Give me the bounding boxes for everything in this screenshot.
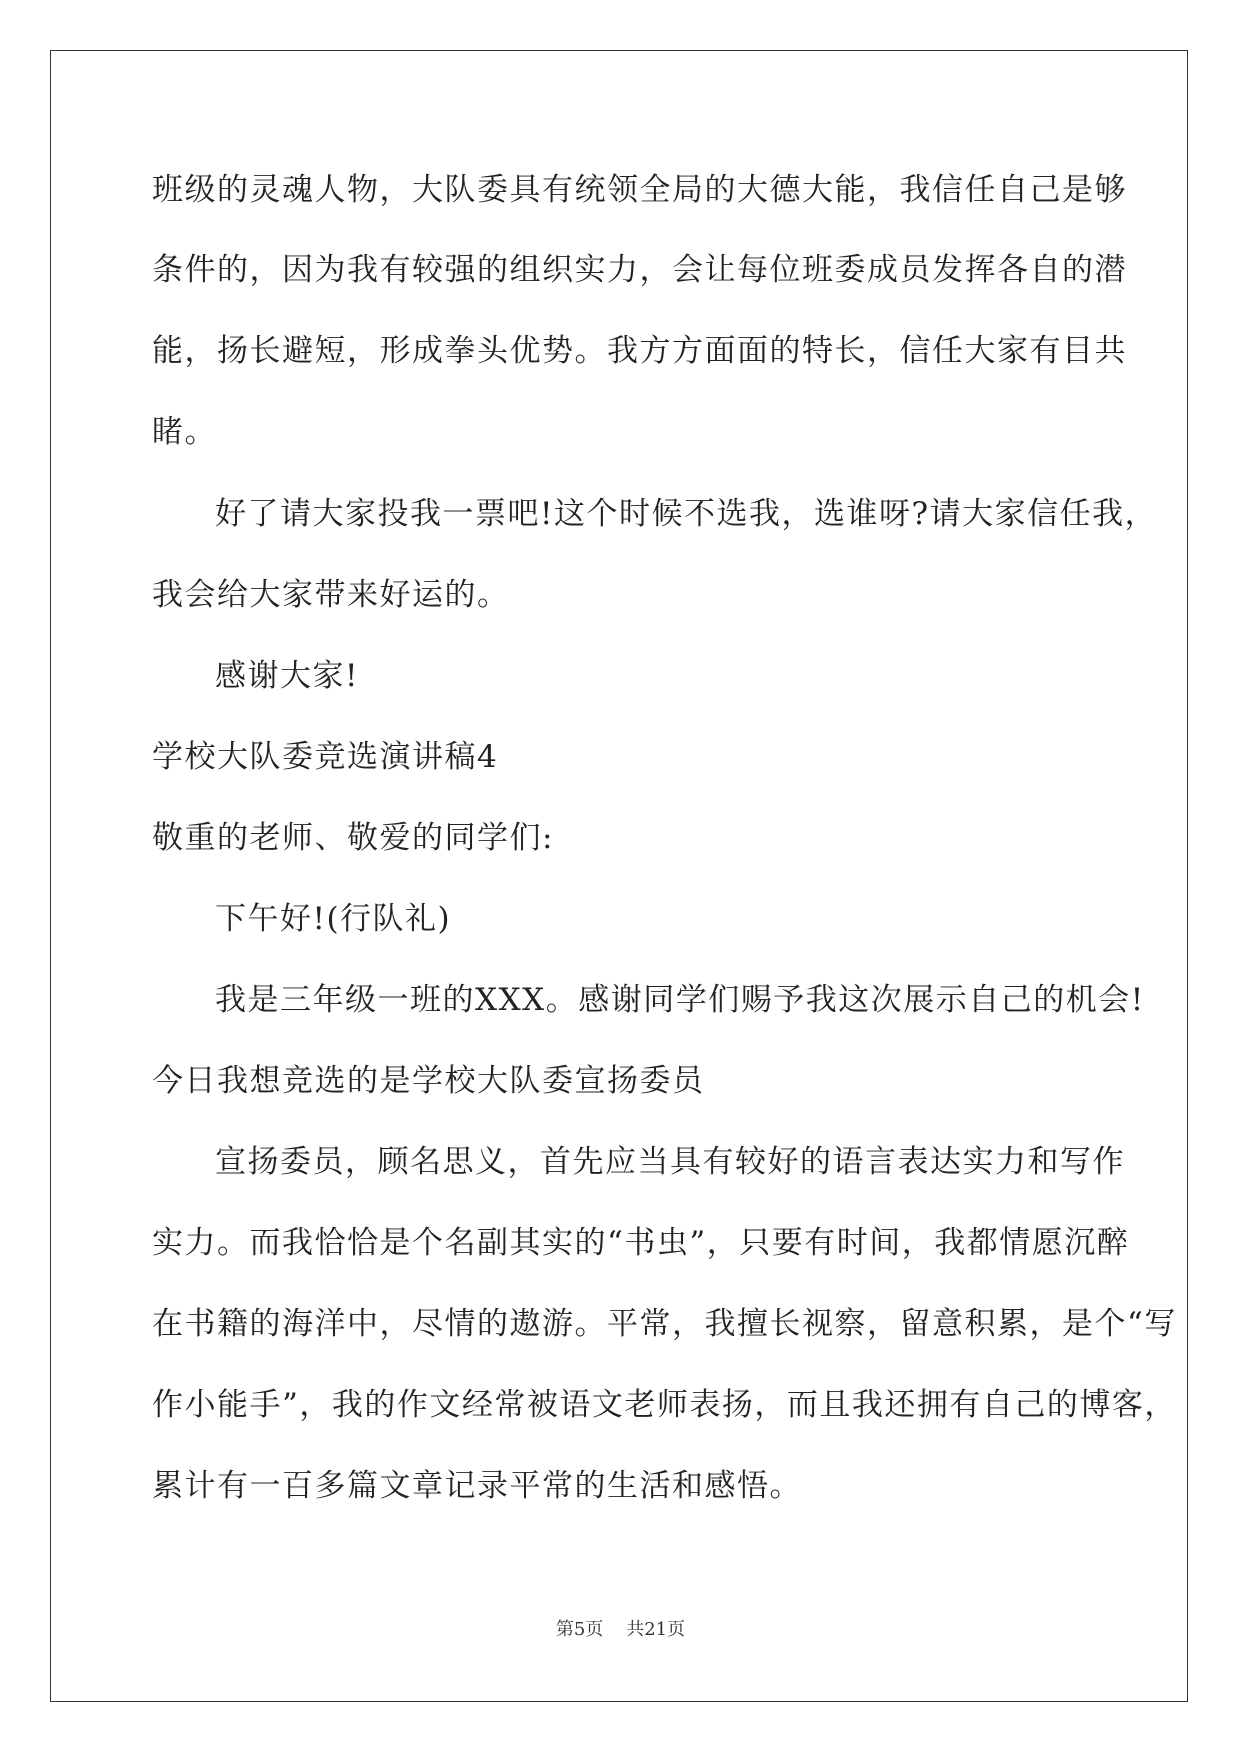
paragraph-line: 作小能手”，我的作文经常被语文老师表扬，而且我还拥有自己的博客， xyxy=(152,1387,1177,1423)
paragraph-line: 好了请大家投我一票吧!这个时候不选我，选谁呀?请大家信任我， xyxy=(215,496,1158,532)
paragraph-line: 感谢大家! xyxy=(215,658,359,694)
page-footer xyxy=(0,1618,1241,1642)
paragraph-line: 班级的灵魂人物，大队委具有统领全局的大德大能，我信任自己是够 xyxy=(152,172,1127,208)
paragraph-line: 今日我想竞选的是学校大队委宣扬委员 xyxy=(152,1063,705,1099)
section-heading: 学校大队委竞选演讲稿4 xyxy=(152,739,499,775)
paragraph-line: 在书籍的海洋中，尽情的遨游。平常，我擅长视察，留意积累，是个“写 xyxy=(152,1306,1177,1342)
paragraph-line: 我是三年级一班的XXX。感谢同学们赐予我这次展示自己的机会! xyxy=(215,982,1145,1018)
page-total: 共21页 xyxy=(626,1619,686,1640)
salutation: 敬重的老师、敬爱的同学们: xyxy=(152,820,554,856)
paragraph-line: 宣扬委员，顾名思义，首先应当具有较好的语言表达实力和写作 xyxy=(215,1144,1125,1180)
page-number: 第5页 xyxy=(555,1619,604,1640)
paragraph-line: 能，扬长避短，形成拳头优势。我方方面面的特长，信任大家有目共 xyxy=(152,333,1127,369)
paragraph-line: 我会给大家带来好运的。 xyxy=(152,577,510,613)
paragraph-line: 睹。 xyxy=(152,414,217,450)
paragraph-line: 累计有一百多篇文章记录平常的生活和感悟。 xyxy=(152,1468,802,1504)
paragraph-line: 条件的，因为我有较强的组织实力，会让每位班委成员发挥各自的潜 xyxy=(152,252,1127,288)
page-frame xyxy=(50,50,1188,1702)
paragraph-line: 下午好!(行队礼) xyxy=(215,901,452,937)
paragraph-line: 实力。而我恰恰是个名副其实的“书虫”，只要有时间，我都情愿沉醉 xyxy=(152,1225,1130,1261)
